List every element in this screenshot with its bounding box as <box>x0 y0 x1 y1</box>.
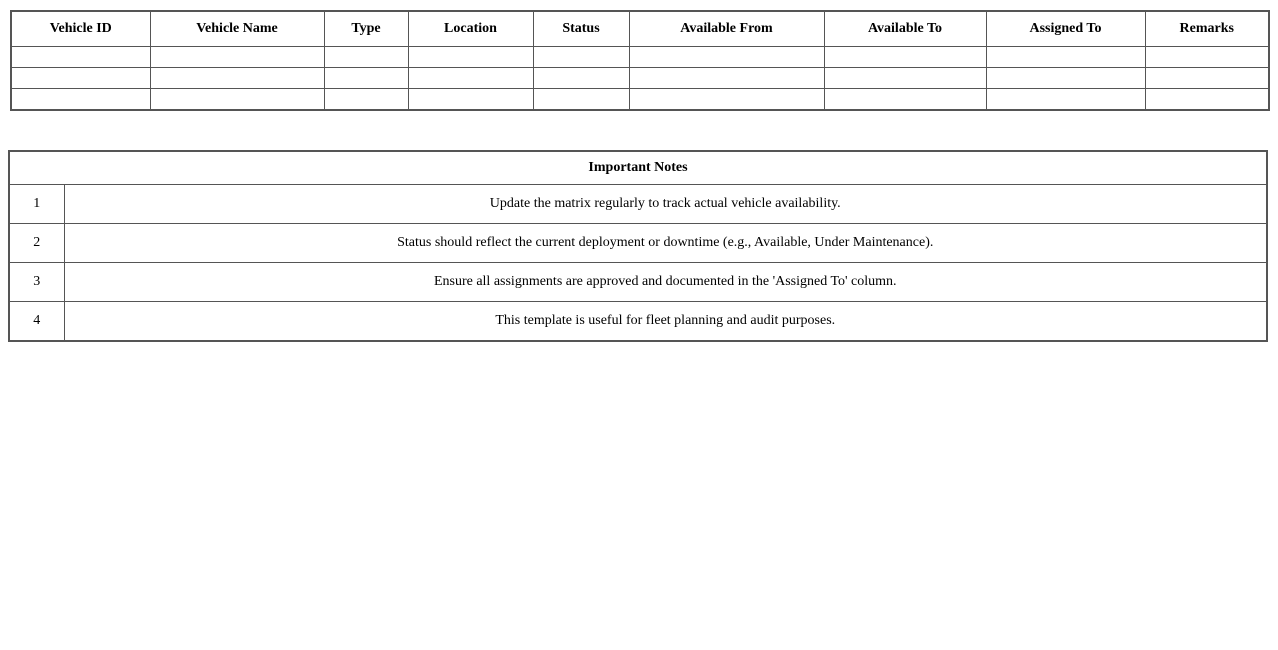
empty-cell <box>533 47 629 68</box>
note-text: Update the matrix regularly to track actual vehicle availability. <box>64 185 1267 224</box>
empty-cell <box>824 47 986 68</box>
table-row <box>11 89 1269 111</box>
empty-cell <box>150 47 324 68</box>
empty-cell <box>11 68 150 89</box>
empty-cell <box>533 68 629 89</box>
empty-cell <box>824 68 986 89</box>
empty-cell <box>150 89 324 111</box>
column-header-location: Location <box>408 11 533 47</box>
notes-header-row <box>9 151 1267 185</box>
empty-cell <box>1145 89 1269 111</box>
empty-cell <box>324 47 408 68</box>
empty-cell <box>629 68 824 89</box>
note-number: 3 <box>9 263 64 302</box>
column-header-assigned-to: Assigned To <box>986 11 1145 47</box>
note-row <box>9 263 1267 302</box>
empty-cell <box>11 89 150 111</box>
vehicle-availability-table <box>10 10 1270 111</box>
column-header-type: Type <box>324 11 408 47</box>
note-row <box>9 185 1267 224</box>
note-row <box>9 302 1267 342</box>
table-row <box>11 47 1269 68</box>
document-page <box>0 10 1278 342</box>
empty-cell <box>324 68 408 89</box>
empty-cell <box>986 47 1145 68</box>
empty-cell <box>986 68 1145 89</box>
notes-title: Important Notes <box>9 151 1267 185</box>
note-number: 4 <box>9 302 64 342</box>
empty-cell <box>408 47 533 68</box>
column-header-status: Status <box>533 11 629 47</box>
column-header-vehicle-id: Vehicle ID <box>11 11 150 47</box>
empty-cell <box>408 68 533 89</box>
note-text: Ensure all assignments are approved and documented in the 'Assigned To' column. <box>64 263 1267 302</box>
empty-cell <box>629 89 824 111</box>
note-number: 1 <box>9 185 64 224</box>
empty-cell <box>533 89 629 111</box>
table-row <box>11 68 1269 89</box>
note-text: This template is useful for fleet planning and audit purposes. <box>64 302 1267 342</box>
column-header-available-to: Available To <box>824 11 986 47</box>
note-number: 2 <box>9 224 64 263</box>
empty-cell <box>1145 68 1269 89</box>
empty-cell <box>324 89 408 111</box>
empty-cell <box>11 47 150 68</box>
important-notes-table <box>8 150 1268 342</box>
note-text: Status should reflect the current deployment or downtime (e.g., Available, Under Maintenance). <box>64 224 1267 263</box>
empty-cell <box>629 47 824 68</box>
availability-header-row <box>11 11 1269 47</box>
empty-cell <box>408 89 533 111</box>
empty-cell <box>150 68 324 89</box>
empty-cell <box>1145 47 1269 68</box>
column-header-available-from: Available From <box>629 11 824 47</box>
column-header-remarks: Remarks <box>1145 11 1269 47</box>
column-header-vehicle-name: Vehicle Name <box>150 11 324 47</box>
note-row <box>9 224 1267 263</box>
empty-cell <box>824 89 986 111</box>
empty-cell <box>986 89 1145 111</box>
